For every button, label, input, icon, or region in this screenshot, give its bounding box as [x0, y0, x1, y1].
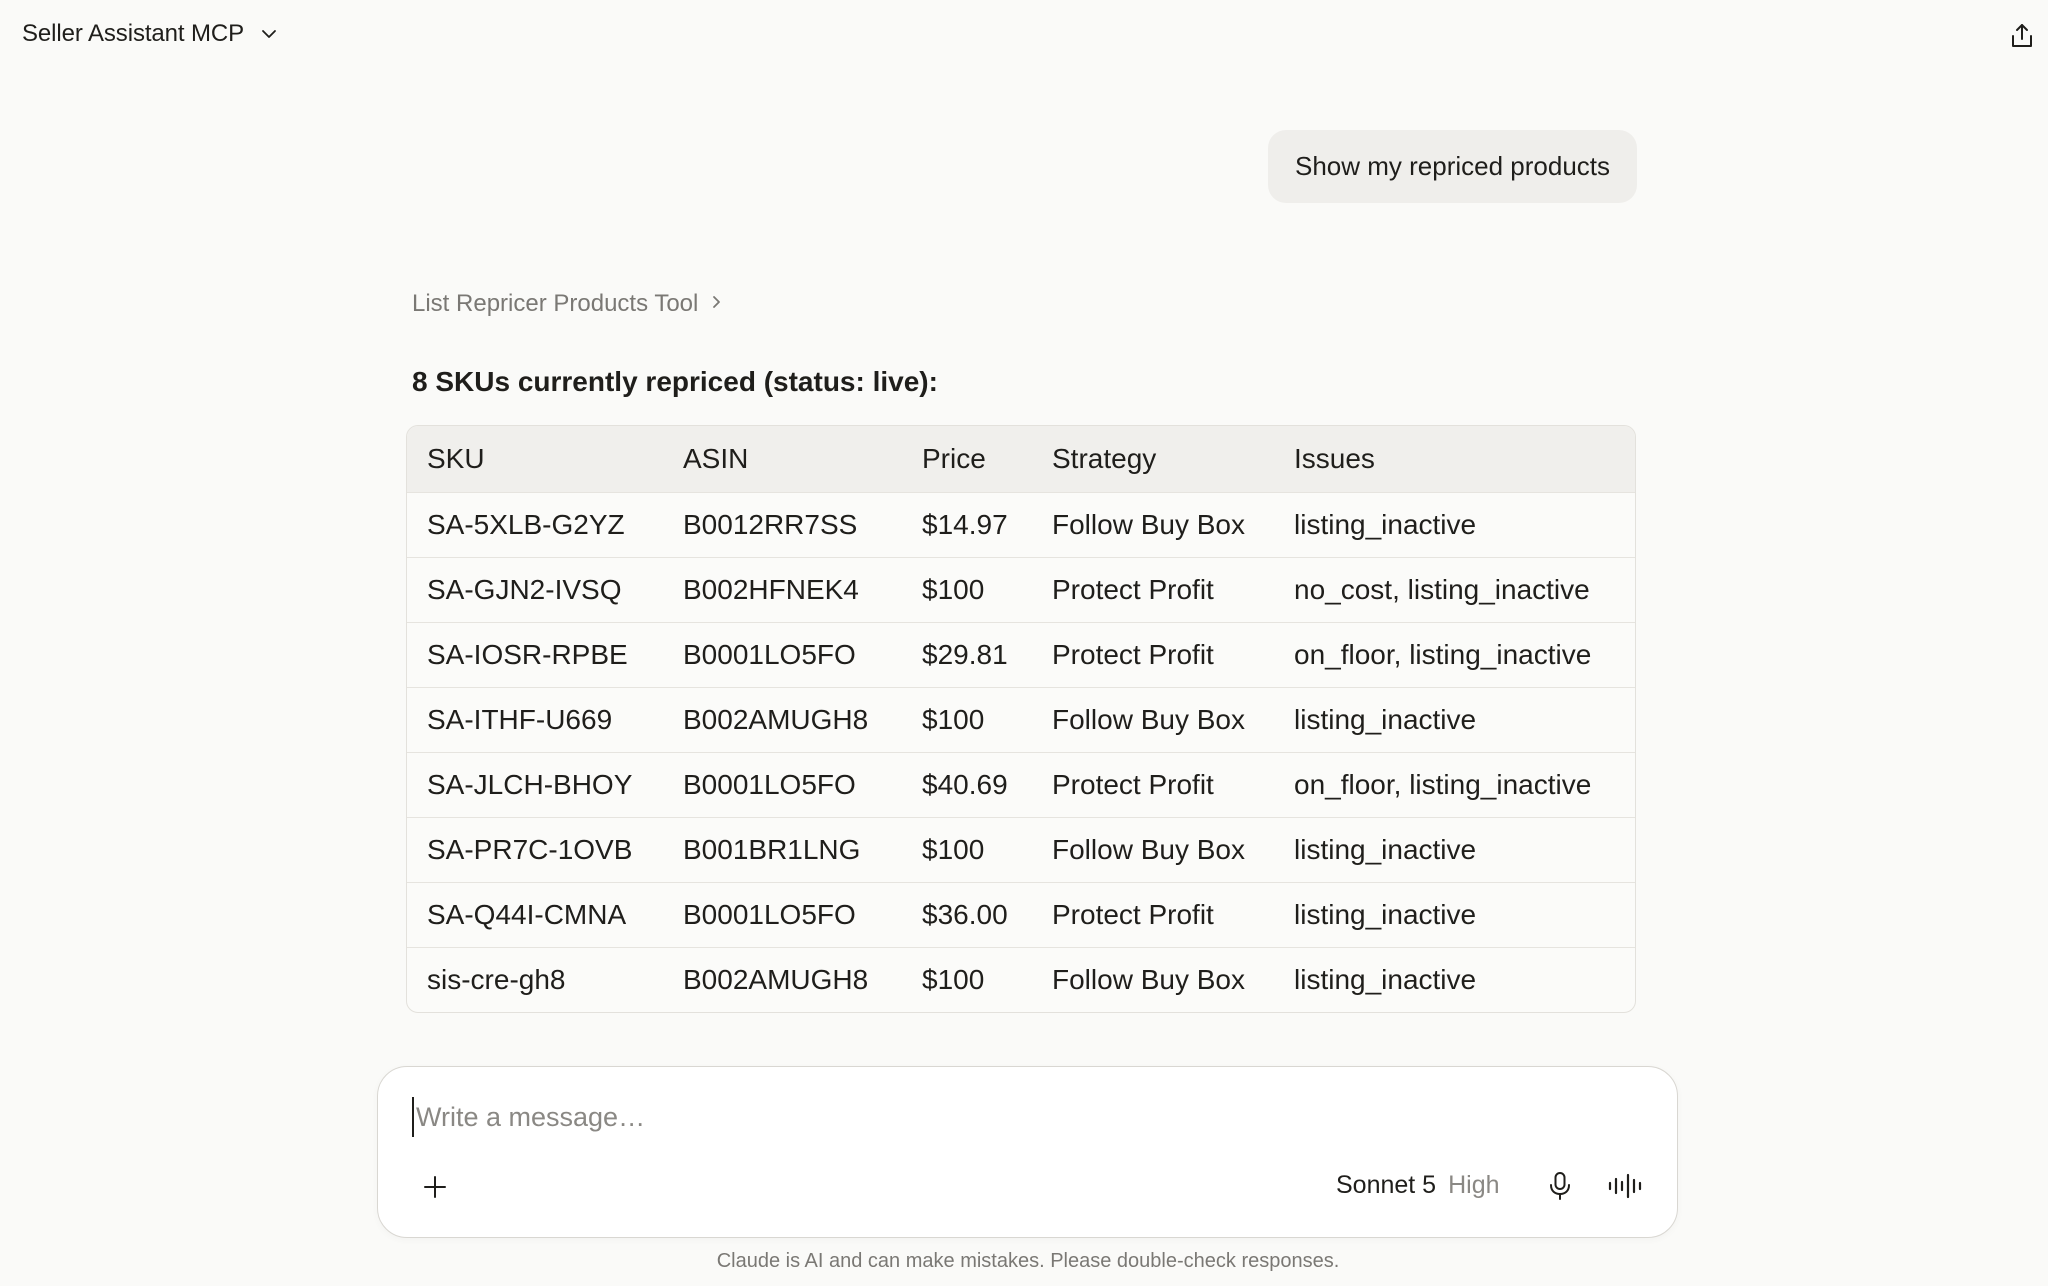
response-heading: 8 SKUs currently repriced (status: live): [412, 366, 938, 397]
price-cell: $36.00 [922, 898, 1008, 930]
microphone-icon [1547, 1171, 1573, 1206]
chevron-down-icon [258, 23, 280, 45]
issues-cell: listing_inactive [1294, 508, 1477, 540]
issues-cell: listing_inactive [1294, 963, 1477, 995]
column-header-sku: SKU [427, 442, 485, 474]
price-cell: $100 [922, 573, 985, 605]
price-cell: $14.97 [922, 508, 1008, 540]
share-button[interactable] [2006, 22, 2038, 54]
issues-cell: no_cost, listing_inactive [1294, 573, 1590, 605]
message-composer [377, 1066, 1678, 1238]
tool-call-label: List Repricer Products Tool [412, 290, 699, 317]
issues-cell: listing_inactive [1294, 833, 1477, 865]
strategy-cell: Follow Buy Box [1052, 703, 1245, 735]
chevron-right-icon [710, 290, 724, 318]
column-header-strategy: Strategy [1052, 442, 1157, 474]
asin-cell: B0012RR7SS [683, 508, 858, 540]
issues-cell: listing_inactive [1294, 703, 1477, 735]
table-row [407, 752, 1635, 817]
top-bar [0, 0, 2048, 78]
table-header-row [407, 426, 1635, 492]
strategy-cell: Protect Profit [1052, 638, 1214, 670]
strategy-cell: Protect Profit [1052, 898, 1214, 930]
table-row [407, 947, 1635, 1012]
table-row [407, 817, 1635, 882]
asin-cell: B0001LO5FO [683, 768, 856, 800]
model-name: Sonnet 5 [1336, 1171, 1437, 1199]
price-cell: $100 [922, 833, 985, 865]
plus-icon [422, 1174, 448, 1205]
table-row [407, 622, 1635, 687]
asin-cell: B0001LO5FO [683, 898, 856, 930]
column-header-price: Price [922, 442, 986, 474]
price-cell: $40.69 [922, 768, 1008, 800]
sku-cell: SA-IOSR-RPBE [427, 638, 628, 670]
column-header-issues: Issues [1294, 442, 1375, 474]
strategy-cell: Follow Buy Box [1052, 963, 1245, 995]
project-title: Seller Assistant MCP [22, 20, 245, 47]
sku-cell: SA-Q44I-CMNA [427, 898, 627, 930]
column-header-asin: ASIN [683, 442, 749, 474]
price-cell: $100 [922, 963, 985, 995]
tool-call-disclosure[interactable] [412, 290, 724, 318]
model-selector[interactable] [1336, 1171, 1500, 1200]
share-icon [2008, 22, 2036, 55]
issues-cell: on_floor, listing_inactive [1294, 638, 1592, 670]
project-switcher[interactable] [22, 20, 280, 48]
disclaimer-text: Claude is AI and can make mistakes. Please double-check responses. [716, 1250, 1340, 1272]
table-row [407, 557, 1635, 622]
issues-cell: listing_inactive [1294, 898, 1477, 930]
strategy-cell: Protect Profit [1052, 768, 1214, 800]
sku-cell: SA-GJN2-IVSQ [427, 573, 622, 605]
table-row [407, 687, 1635, 752]
dictation-button[interactable] [1544, 1171, 1576, 1205]
table-row [407, 882, 1635, 947]
asin-cell: B0001LO5FO [683, 638, 856, 670]
price-cell: $100 [922, 703, 985, 735]
asin-cell: B001BR1LNG [683, 833, 861, 865]
strategy-cell: Follow Buy Box [1052, 508, 1245, 540]
model-effort: High [1448, 1171, 1500, 1199]
sku-cell: SA-ITHF-U669 [427, 703, 613, 735]
sku-cell: sis-cre-gh8 [427, 963, 566, 995]
issues-cell: on_floor, listing_inactive [1294, 768, 1592, 800]
sku-cell: SA-JLCH-BHOY [427, 768, 633, 800]
sku-cell: SA-5XLB-G2YZ [427, 508, 625, 540]
sku-cell: SA-PR7C-1OVB [427, 833, 633, 865]
table-row [407, 492, 1635, 557]
strategy-cell: Follow Buy Box [1052, 833, 1245, 865]
asin-cell: B002AMUGH8 [683, 703, 869, 735]
user-message-text: Show my repriced products [1295, 151, 1611, 181]
voice-mode-button[interactable] [1606, 1171, 1646, 1205]
add-attachment-button[interactable] [418, 1172, 452, 1206]
user-message-bubble [1268, 130, 1637, 203]
repriced-products-table [406, 425, 1636, 1013]
voice-mode-icon [1607, 1172, 1645, 1205]
asin-cell: B002AMUGH8 [683, 963, 869, 995]
asin-cell: B002HFNEK4 [683, 573, 859, 605]
message-input[interactable] [412, 1097, 1612, 1137]
price-cell: $29.81 [922, 638, 1008, 670]
strategy-cell: Protect Profit [1052, 573, 1214, 605]
